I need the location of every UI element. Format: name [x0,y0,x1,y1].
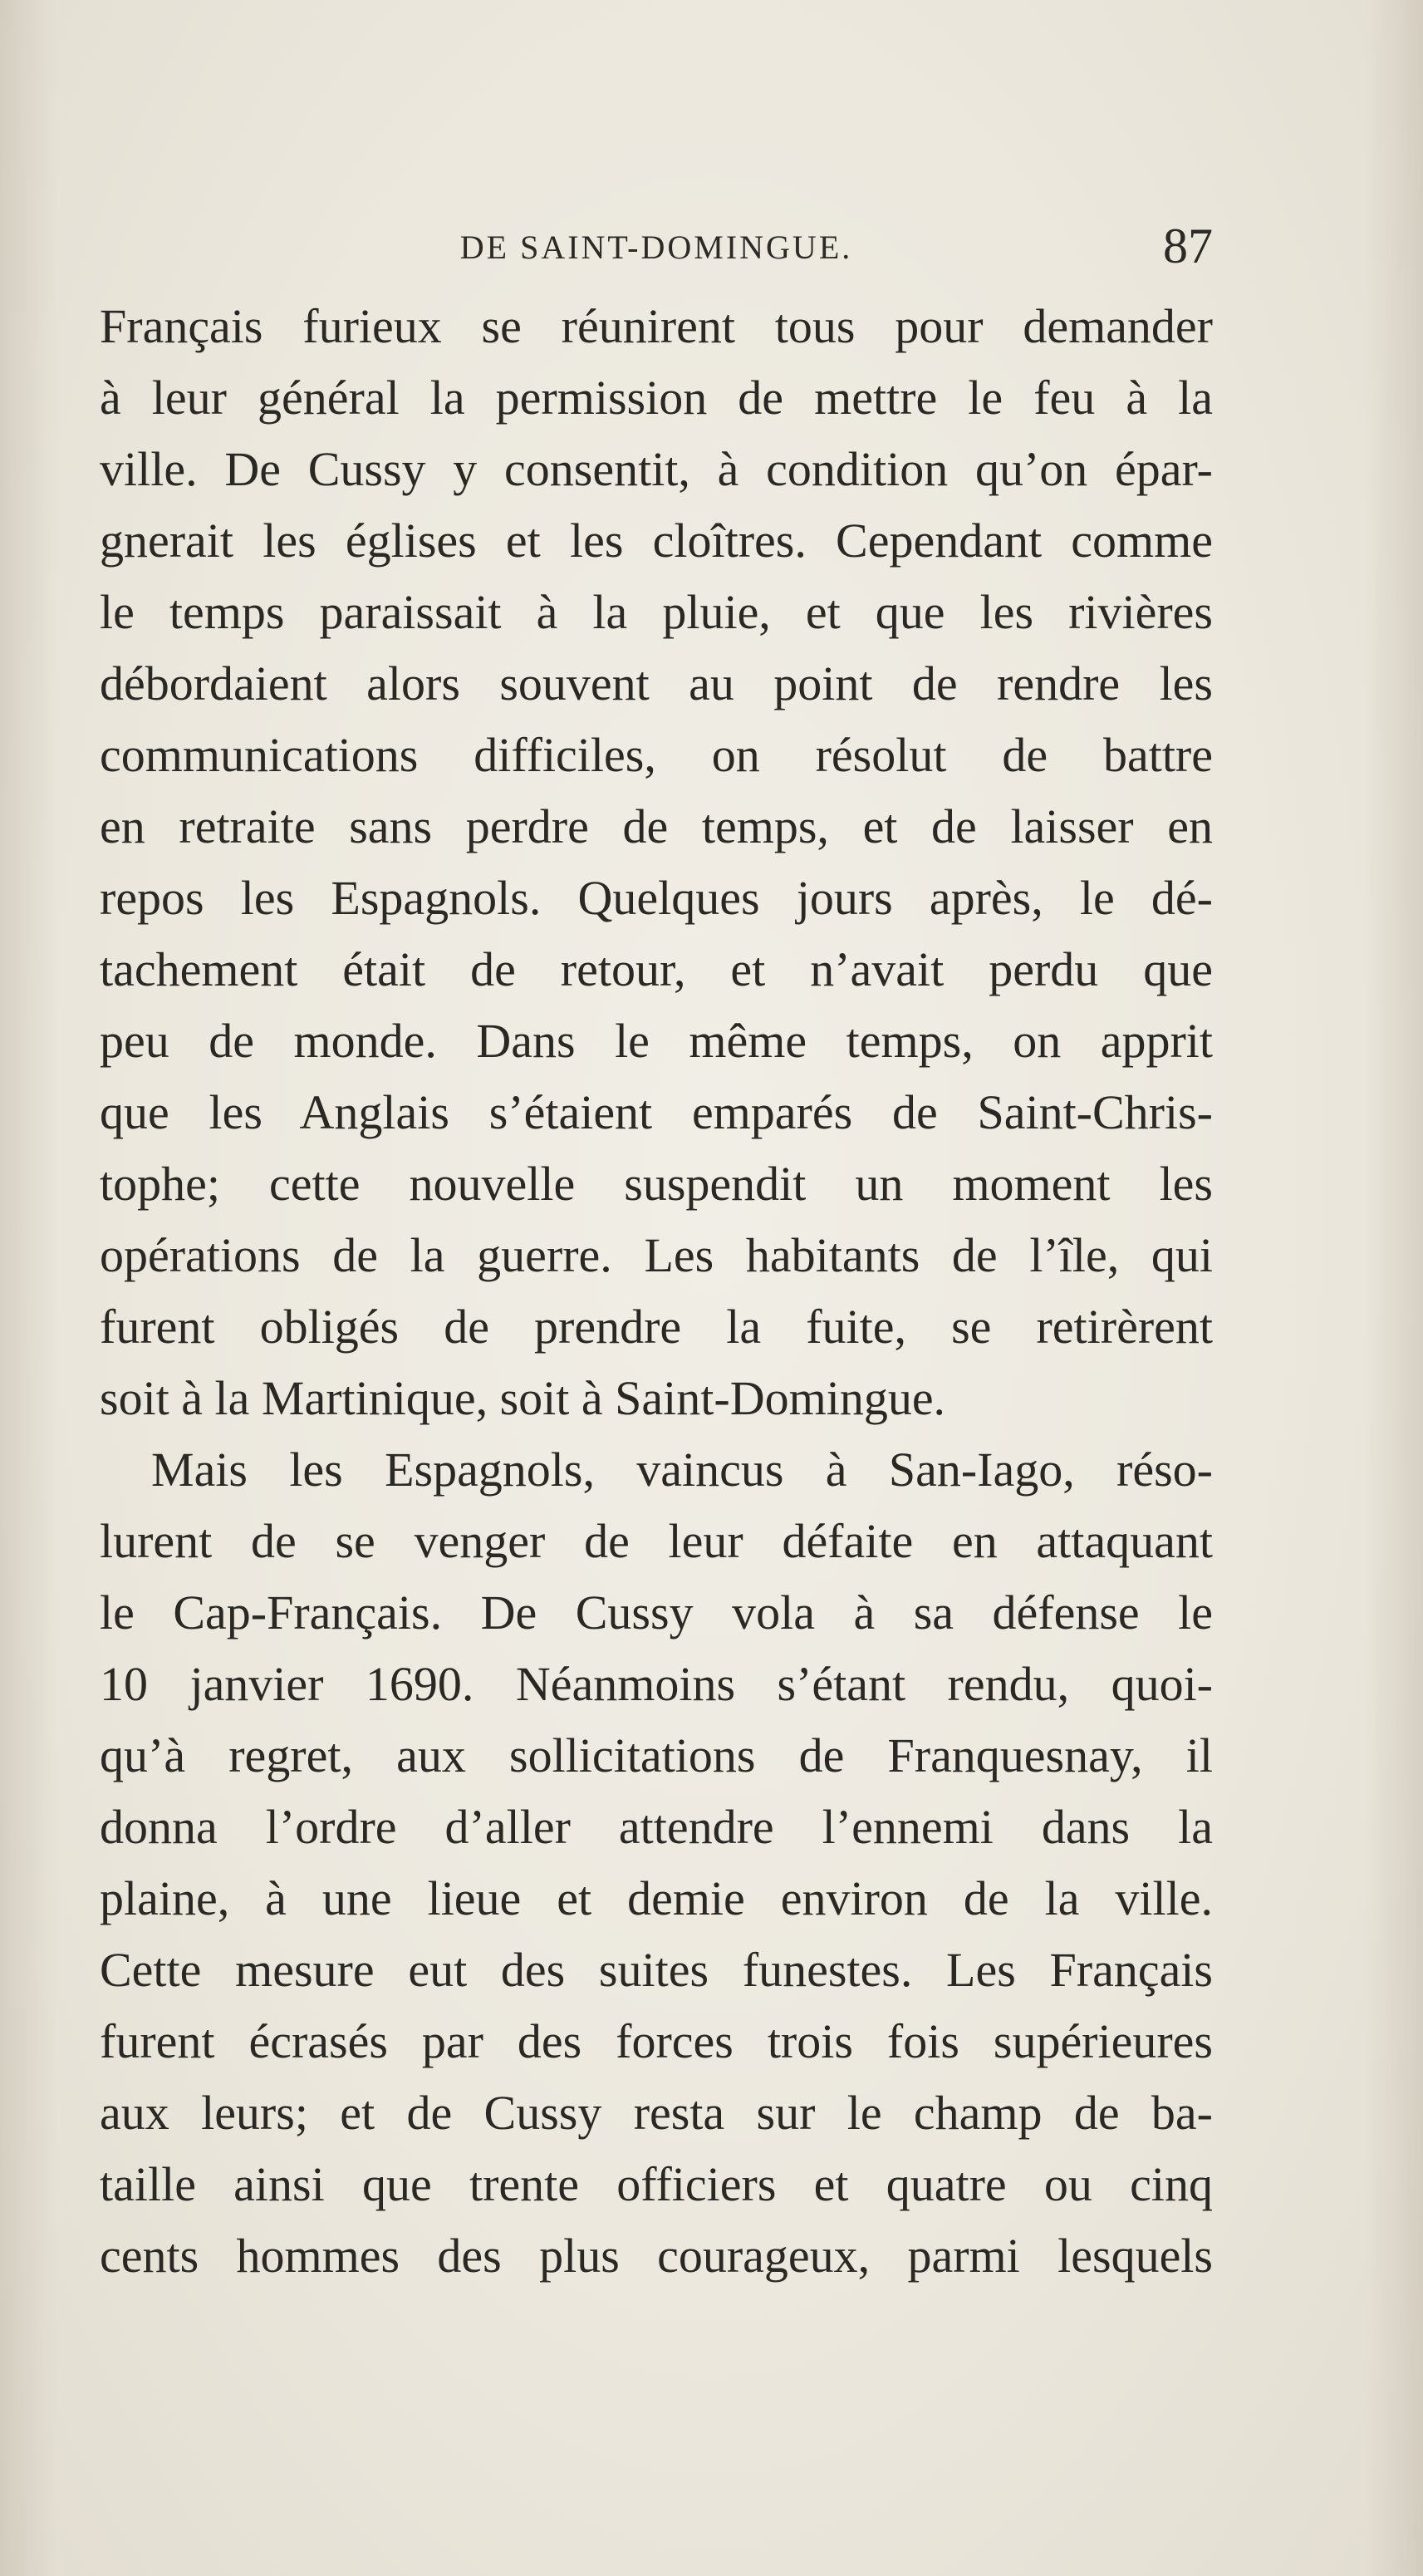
text-line: opérations de la guerre. Les habitants de l’île, qui [100,1228,1213,1282]
paragraph-start-line: Mais les Espagnols, vaincus à San-Iago, réso- [151,1443,1213,1497]
text-line: le temps paraissait à la pluie, et que les rivières [100,585,1213,639]
text-line: qu’à regret, aux sollicitations de Franquesnay, il [100,1728,1213,1782]
text-line: Français furieux se réunirent tous pour demander [100,299,1213,353]
text-line: repos les Espagnols. Quelques jours après, le dé- [100,871,1213,925]
text-line: Cette mesure eut des suites funestes. Les Français [100,1943,1213,1997]
running-title: DE SAINT-DOMINGUE. [459,229,853,266]
text-line: lurent de se venger de leur défaite en attaquant [100,1514,1213,1568]
text-line: le Cap-Français. De Cussy vola à sa défense le [100,1585,1213,1639]
text-line: à leur général la permission de mettre le feu à la [100,371,1213,425]
text-line: tachement était de retour, et n’avait perdu que [100,942,1213,996]
text-line: peu de monde. Dans le même temps, on apprit [100,1014,1213,1068]
text-line: communications difficiles, on résolut de battre [100,728,1213,782]
body-text [100,291,1213,2292]
text-line: en retraite sans perdre de temps, et de laisser en [100,799,1213,853]
page-number: 87 [1163,219,1213,273]
text-line: taille ainsi que trente officiers et quatre ou cinq [100,2157,1213,2211]
text-line: furent écrasés par des forces trois fois supérieures [100,2014,1213,2068]
page-right-shadow [1365,0,1423,2576]
text-line: que les Anglais s’étaient emparés de Saint-Chris- [100,1085,1213,1139]
text-line: gnerait les églises et les cloîtres. Cependant comme [100,514,1213,568]
text-line: 10 janvier 1690. Néanmoins s’étant rendu, quoi- [100,1657,1213,1711]
text-line: furent obligés de prendre la fuite, se retirèrent [100,1300,1213,1354]
text-line: aux leurs; et de Cussy resta sur le champ de ba- [100,2086,1213,2140]
paragraph-end-line: soit à la Martinique, soit à Saint-Domingue. [100,1371,946,1425]
text-line: tophe; cette nouvelle suspendit un moment les [100,1157,1213,1211]
page-header [100,218,1213,284]
text-line: ville. De Cussy y consentit, à condition qu’on épar- [100,442,1213,496]
page-left-shadow [0,0,58,2576]
text-line: donna l’ordre d’aller attendre l’ennemi dans la [100,1800,1213,1854]
text-line: cents hommes des plus courageux, parmi lesquels [100,2229,1213,2283]
text-line: plaine, à une lieue et demie environ de la ville. [100,1871,1213,1925]
text-line: débordaient alors souvent au point de rendre les [100,656,1213,710]
